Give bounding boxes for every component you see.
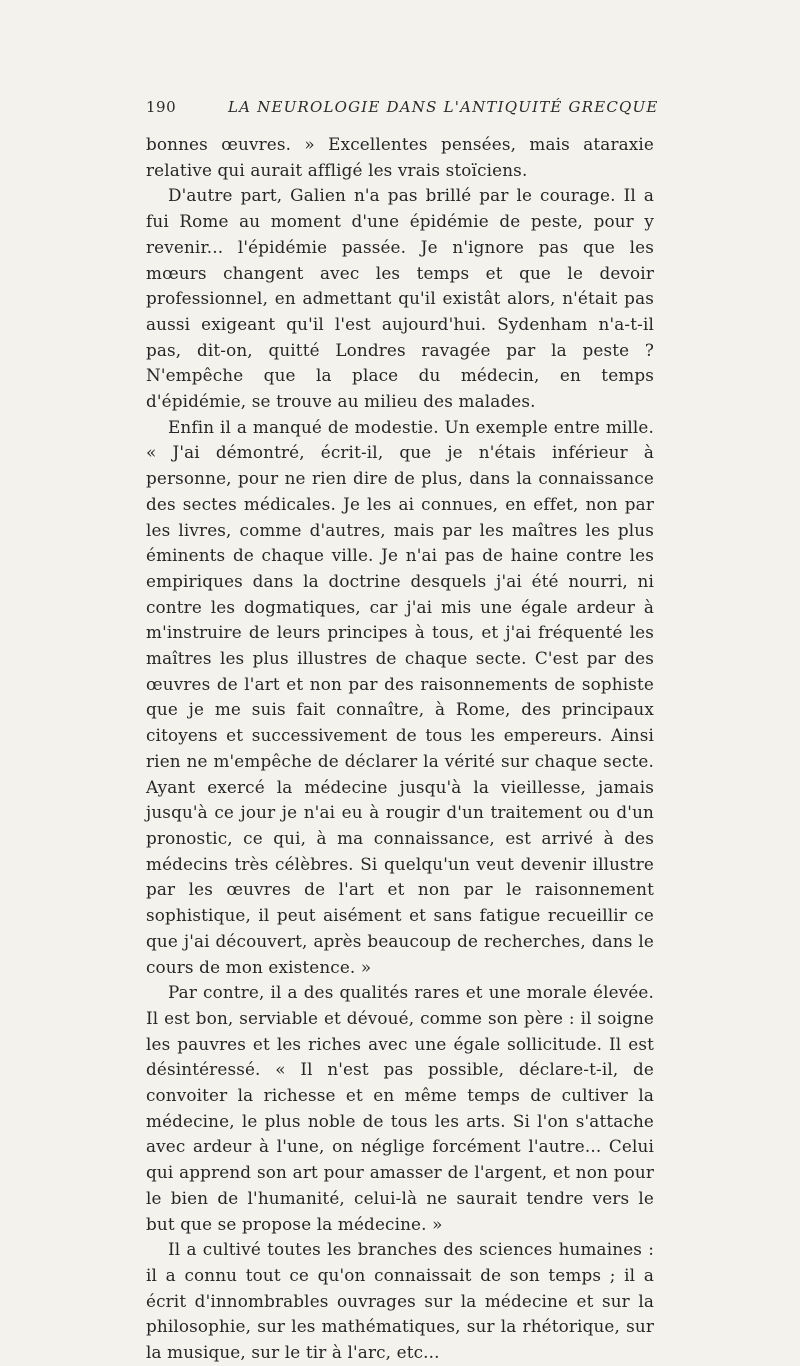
- body-text: [146, 132, 654, 1366]
- running-title: LA NEUROLOGIE DANS L'ANTIQUITÉ GRECQUE: [228, 98, 659, 116]
- running-head: [146, 98, 666, 120]
- page-number: 190: [146, 98, 177, 116]
- paragraph-sciences: Il a cultivé toutes les branches des sciences humaines : il a connu tout ce qu'on connaissait de son temps ; il a écrit d'innombrables ouvrages sur la médecine et sur la philosophie, sur les mathématiques, sur la rhétorique, sur la musique, sur le tir à l'arc, etc...: [146, 1239, 654, 1363]
- paragraph-continuation: bonnes œuvres. » Excellentes pensées, mais ataraxie relative qui aurait affligé les vrais stoïciens.: [146, 134, 654, 180]
- paragraph-courage: D'autre part, Galien n'a pas brillé par le courage. Il a fui Rome au moment d'une épidémie de peste, pour y revenir... l'épidémie passée. Je n'ignore pas que les mœurs changent avec les temps et que le devoir professionnel, en admettant qu'il existât alors, n'était pas aussi exigeant qu'il l'est aujourd'hui. Sydenham n'a-t-il pas, dit-on, quitté Londres ravagée par la peste ? N'empêche que la place du médecin, en temps d'épidémie, se trouve au milieu des malades.: [146, 185, 654, 412]
- paragraph-modestie: Enfin il a manqué de modestie. Un exemple entre mille. « J'ai démontré, écrit-il, que je n'étais inférieur à personne, pour ne rien dire de plus, dans la connaissance des sectes médicales. Je les ai connues, en effet, non par les livres, comme d'autres, mais par les maîtres les plus éminents de chaque ville. Je n'ai pas de haine contre les empiriques dans la doctrine desquels j'ai été nourri, ni contre les dogmatiques, car j'ai mis une égale ardeur à m'instruire de leurs principes à tous, et j'ai fréquenté les maîtres les plus illustres de chaque secte. C'est par des œuvres de l'art et non par des raisonnements de sophiste que je me suis fait connaître, à Rome, des principaux citoyens et successivement de tous les empereurs. Ainsi rien ne m'empêche de déclarer la vérité sur chaque secte. Ayant exercé la médecine jusqu'à la vieillesse, jamais jusqu'à ce jour je n'ai eu à rougir d'un traitement ou d'un pronostic, ce qui, à ma connaissance, est arrivé à des médecins très célèbres. Si quelqu'un veut devenir illustre par les œuvres de l'art et non par le raisonnement sophistique, il peut aisément et sans fatigue recueillir ce que j'ai découvert, après beaucoup de recherches, dans le cours de mon existence. »: [146, 416, 654, 977]
- paragraph-qualites: Par contre, il a des qualités rares et une morale élevée. Il est bon, serviable et dévoué, comme son père : il soigne les pauvres et les riches avec une égale sollicitude. Il est désintéressé. « Il n'est pas possible, déclare-t-il, de convoiter la richesse et en même temps de cultiver la médecine, le plus noble de tous les arts. Si l'on s'attache avec ardeur à l'une, on néglige forcément l'autre... Celui qui apprend son art pour amasser de l'argent, et non pour le bien de l'humanité, celui-là ne saurait tendre vers le but que se propose la médecine. »: [146, 982, 654, 1234]
